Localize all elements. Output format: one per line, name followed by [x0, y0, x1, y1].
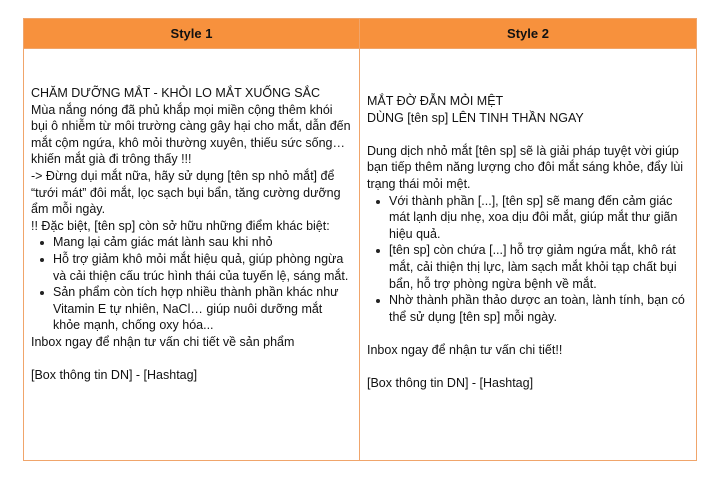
style-2-footer: [Box thông tin DN] - [Hashtag] [367, 376, 534, 391]
style-1-arrow-line: -> Đừng dụi mắt nữa, hãy sử dụng [tên sp nhỏ mắt] để “tưới mát” đôi mắt, lọc sạch bụi bẩn, tăng cường dưỡng ẩm mỗi ngày. [31, 168, 341, 217]
list-item: Sản phẩm còn tích hợp nhiều thành phần khác như Vitamin E tự nhiên, NaCl… giúp nuôi dưỡng mắt khỏe mạnh, chống oxy hóa... [53, 284, 351, 334]
style-1-highlight: !! Đặc biệt, [tên sp] còn sở hữu những điểm khác biệt: [31, 218, 330, 233]
header-style-1: Style 1 [24, 19, 360, 49]
style-2-content [360, 49, 696, 460]
style-1-footer: [Box thông tin DN] - [Hashtag] [31, 368, 198, 383]
style-1-cta: Inbox ngay để nhận tư vấn chi tiết về sản phẩm [31, 334, 295, 349]
header-style-2: Style 2 [360, 19, 696, 49]
style-2-title-line-2: DÙNG [tên sp] LÊN TINH THẦN NGAY [367, 110, 584, 125]
comparison-table [23, 18, 697, 461]
list-item: Mang lại cảm giác mát lành sau khi nhỏ [53, 234, 351, 251]
list-item: Hỗ trợ giảm khô mỏi mắt hiệu quả, giúp phòng ngừa và cải thiện cấu trúc hình thái của tuyến lệ, sáng mắt. [53, 251, 351, 284]
style-1-intro: Mùa nắng nóng đã phủ khắp mọi miền cộng thêm khói bụi ô nhiễm từ môi trường càng gây hại cho mắt, dẫn đến mắt cộm ngứa, khô mỏi thường xuyên, thiếu sức sống… khiến mắt già đi trông thấy !!! [31, 102, 351, 167]
style-2-bullet-list [367, 193, 688, 326]
style-2-title-line-1: MẮT ĐỜ ĐẪN MỎI MỆT [367, 94, 504, 108]
style-1-title: CHĂM DƯỠNG MẮT - KHỎI LO MẮT XUỐNG SẮC [31, 86, 321, 100]
style-1-content [24, 49, 360, 460]
list-item: Với thành phần [...], [tên sp] sẽ mang đến cảm giác mát lạnh dịu nhẹ, xoa dịu đôi mắt, giúp mắt thư giãn hiệu quả. [389, 193, 688, 243]
list-item: Nhờ thành phần thảo dược an toàn, lành tính, bạn có thể sử dụng [tên sp] mỗi ngày. [389, 292, 688, 325]
style-1-bullet-list [31, 234, 351, 334]
style-2-intro: Dung dịch nhỏ mắt [tên sp] sẽ là giải pháp tuyệt vời giúp bạn tiếp thêm năng lượng cho đôi mắt sáng khỏe, đẩy lùi trạng thái mỏi mệt. [367, 143, 684, 191]
style-2-cta: Inbox ngay để nhận tư vấn chi tiết!! [367, 342, 563, 357]
list-item: [tên sp] còn chứa [...] hỗ trợ giảm ngứa mắt, khô rát mắt, cải thiện thị lực, làm sạch mắt khỏi tạp chất bụi bẩn, hỗ trợ phòng ngừa bệnh về mắt. [389, 242, 688, 292]
